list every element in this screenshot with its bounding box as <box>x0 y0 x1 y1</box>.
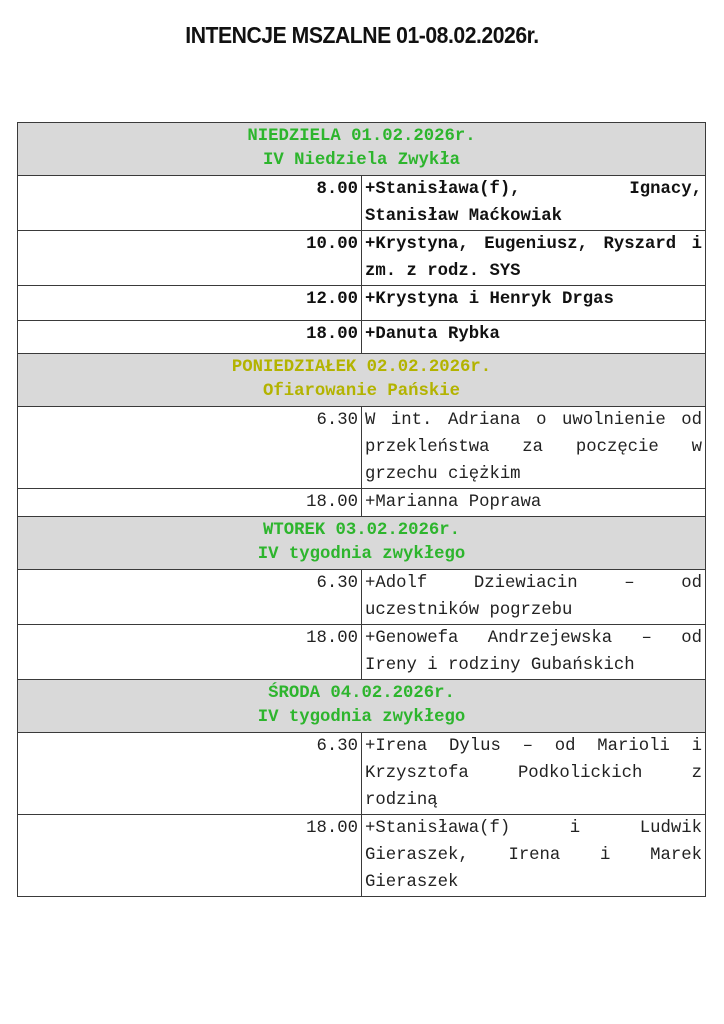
table-row <box>18 407 706 489</box>
day-header <box>18 517 706 570</box>
mass-intention: +Krystyna i Henryk Drgas <box>362 286 706 321</box>
day-date: NIEDZIELA 01.02.2026r. <box>247 127 476 146</box>
day-header <box>18 123 706 176</box>
mass-time: 18.00 <box>18 489 362 517</box>
day-feast: IV tygodnia zwykłego <box>257 708 466 727</box>
page-title: INTENCJE MSZALNE 01-08.02.2026r. <box>185 22 539 48</box>
mass-intention: +Genowefa Andrzejewska – od Ireny i rodziny Gubańskich <box>362 625 706 680</box>
mass-intention: W int. Adriana o uwolnienie od przekleństwa za poczęcie w grzechu ciężkim <box>362 407 706 489</box>
mass-time: 18.00 <box>18 321 362 354</box>
day-date: WTOREK 03.02.2026r. <box>262 521 461 540</box>
table-row <box>18 176 706 231</box>
mass-time: 6.30 <box>18 570 362 625</box>
mass-intentions-table <box>17 122 706 897</box>
mass-intention: +Irena Dylus – od Marioli i Krzysztofa Podkolickich z rodziną <box>362 733 706 815</box>
mass-time: 10.00 <box>18 231 362 286</box>
table-row <box>18 570 706 625</box>
mass-time: 6.30 <box>18 733 362 815</box>
table-row <box>18 489 706 517</box>
table-row <box>18 815 706 897</box>
day-date: PONIEDZIAŁEK 02.02.2026r. <box>231 358 492 377</box>
mass-intention: +Stanisława(f), Ignacy, Stanisław Maćkowiak <box>362 176 706 231</box>
day-header-cell <box>18 123 706 176</box>
mass-intention: +Marianna Poprawa <box>362 489 706 517</box>
table-row <box>18 286 706 321</box>
day-header <box>18 354 706 407</box>
day-feast: IV Niedziela Zwykła <box>262 151 461 170</box>
mass-time: 6.30 <box>18 407 362 489</box>
mass-intention: +Krystyna, Eugeniusz, Ryszard i zm. z rodz. SYS <box>362 231 706 286</box>
table-row <box>18 321 706 354</box>
table-row <box>18 231 706 286</box>
day-date: ŚRODA 04.02.2026r. <box>268 684 455 703</box>
day-feast: Ofiarowanie Pańskie <box>262 382 461 401</box>
mass-time: 18.00 <box>18 625 362 680</box>
mass-intention: +Stanisława(f) i Ludwik Gieraszek, Irena i Marek Gieraszek <box>362 815 706 897</box>
day-feast: IV tygodnia zwykłego <box>257 545 466 564</box>
day-header-cell <box>18 354 706 407</box>
day-header-cell <box>18 517 706 570</box>
mass-intention: +Danuta Rybka <box>362 321 706 354</box>
day-header-cell <box>18 680 706 733</box>
mass-intention: +Adolf Dziewiacin – od uczestników pogrzebu <box>362 570 706 625</box>
mass-time: 18.00 <box>18 815 362 897</box>
mass-time: 8.00 <box>18 176 362 231</box>
table-row <box>18 625 706 680</box>
table-row <box>18 733 706 815</box>
mass-time: 12.00 <box>18 286 362 321</box>
day-header <box>18 680 706 733</box>
